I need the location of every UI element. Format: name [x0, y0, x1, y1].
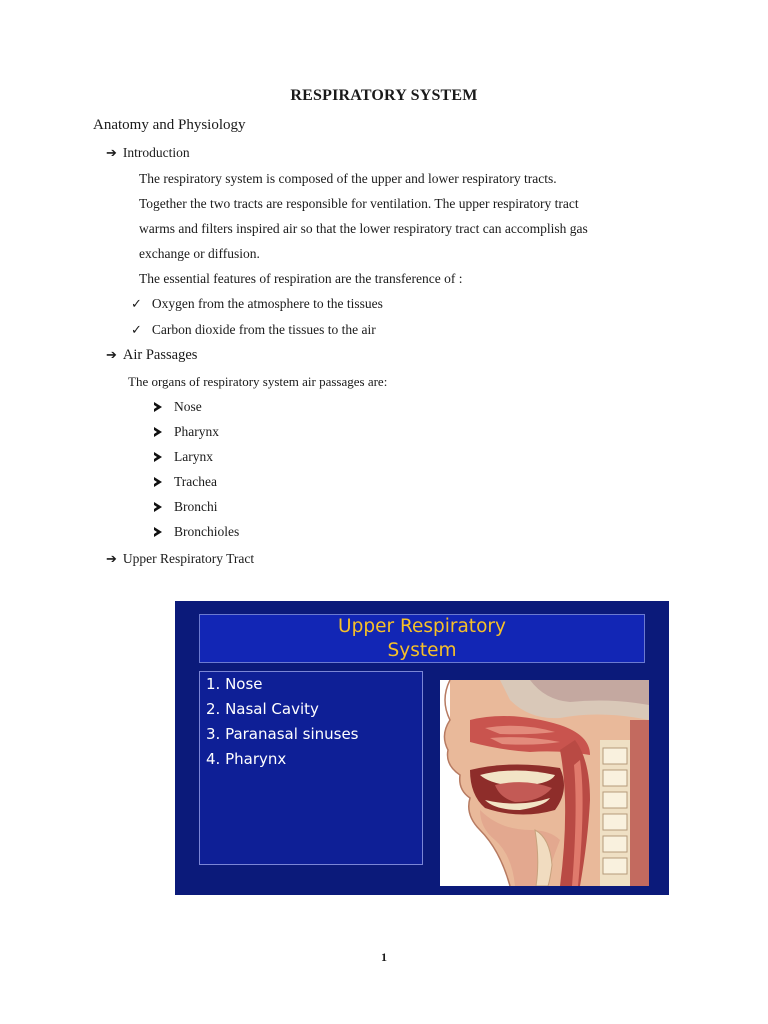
- slide-list-item: 3. Paranasal sinuses: [206, 725, 359, 743]
- check-item: [131, 322, 376, 338]
- slide-title-box: [199, 614, 645, 663]
- air-heading-row: [106, 347, 197, 364]
- arrowhead-bullet-icon: [154, 427, 162, 437]
- slide-title: Upper Respiratory System: [338, 616, 506, 661]
- organ-label: Bronchioles: [174, 524, 240, 539]
- checkmark-icon: ✓: [131, 322, 142, 337]
- document-title: RESPIRATORY SYSTEM: [290, 87, 478, 104]
- section-heading: Anatomy and Physiology: [93, 117, 246, 133]
- intro-heading-row: [106, 145, 190, 161]
- organ-label: Pharynx: [174, 424, 219, 439]
- intro-heading: Introduction: [122, 145, 190, 160]
- slide-list-item: 4. Pharynx: [206, 750, 287, 768]
- intro-line: warms and filters inspired air so that the lower respiratory tract can accomplish gas: [139, 221, 588, 236]
- arrowhead-bullet-icon: [154, 452, 162, 462]
- right-arrow-icon: ➔: [106, 551, 117, 566]
- checkmark-icon: ✓: [131, 296, 142, 311]
- slide-figure: [175, 601, 669, 895]
- page-number: 1: [381, 950, 387, 964]
- organ-label: Bronchi: [174, 499, 218, 514]
- organ-list-item: [154, 399, 202, 415]
- intro-line: The essential features of respiration are the transference of :: [139, 271, 463, 286]
- arrowhead-bullet-icon: [154, 402, 162, 412]
- anatomy-illustration: [440, 680, 649, 886]
- organ-list-item: [154, 424, 219, 440]
- upper-heading-row: [106, 551, 254, 567]
- air-lead: The organs of respiratory system air passages are:: [128, 374, 388, 389]
- intro-line: exchange or diffusion.: [139, 246, 260, 261]
- check-item-text: Oxygen from the atmosphere to the tissues: [151, 296, 383, 311]
- organ-label: Nose: [174, 399, 202, 414]
- organ-label: Larynx: [174, 449, 213, 464]
- organ-list-item: [154, 524, 239, 540]
- check-item: [131, 296, 383, 312]
- intro-line: The respiratory system is composed of the upper and lower respiratory tracts.: [139, 171, 557, 186]
- air-heading: Air Passages: [122, 347, 198, 363]
- slide-list-item: 1. Nose: [206, 675, 263, 693]
- organ-list-item: [154, 449, 213, 465]
- right-arrow-icon: ➔: [106, 347, 117, 362]
- right-arrow-icon: ➔: [106, 145, 117, 160]
- check-item-text: Carbon dioxide from the tissues to the air: [151, 322, 376, 337]
- arrowhead-bullet-icon: [154, 527, 162, 537]
- slide-list-item: 2. Nasal Cavity: [206, 700, 319, 718]
- organ-list-item: [154, 499, 218, 515]
- slide-list-box: [199, 671, 423, 865]
- arrowhead-bullet-icon: [154, 502, 162, 512]
- arrowhead-bullet-icon: [154, 477, 162, 487]
- organ-list-item: [154, 474, 217, 490]
- intro-line: Together the two tracts are responsible for ventilation. The upper respiratory tract: [139, 196, 579, 211]
- upper-heading: Upper Respiratory Tract: [122, 551, 255, 566]
- organ-label: Trachea: [174, 474, 217, 489]
